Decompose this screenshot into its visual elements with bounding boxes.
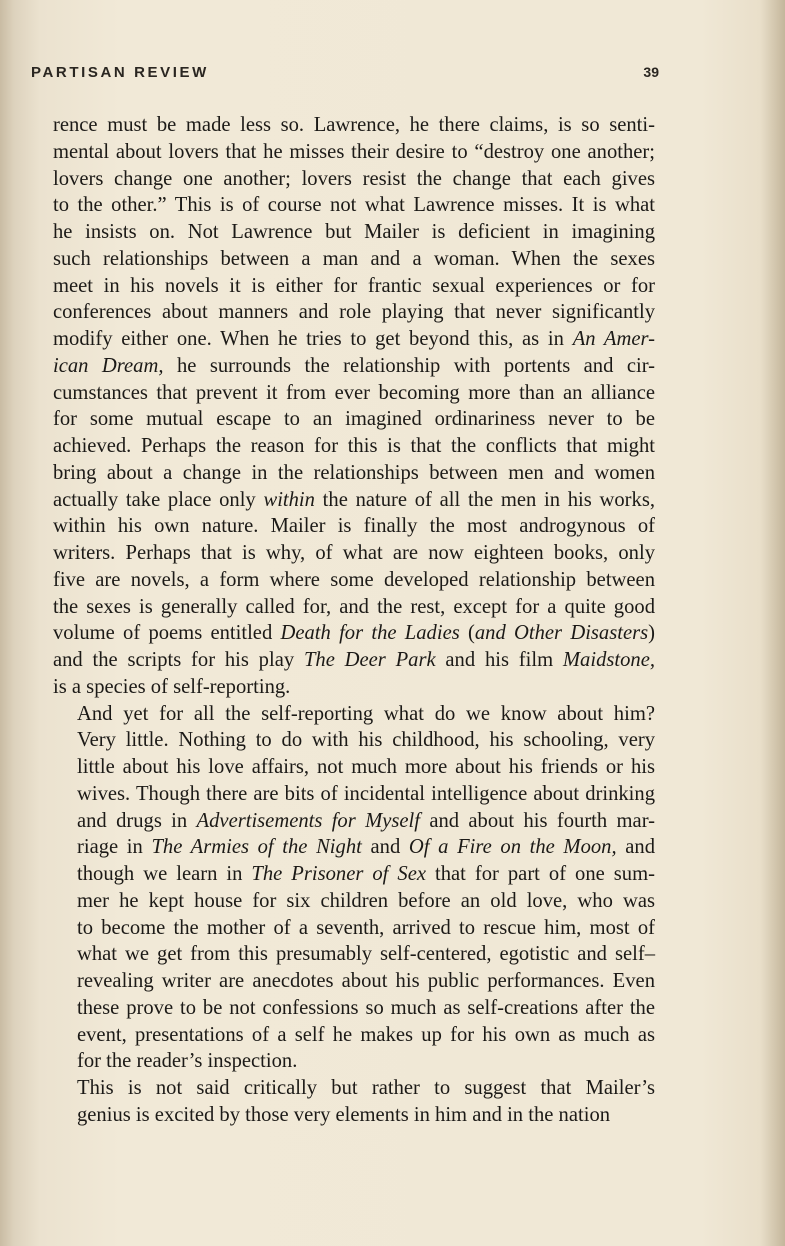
- text-run: and drugs in: [77, 809, 197, 832]
- text-line: [53, 1075, 655, 1102]
- text-line: [53, 594, 655, 621]
- text-line: [53, 192, 655, 219]
- text-run: actually take place only: [53, 488, 264, 511]
- text-line: [53, 727, 655, 754]
- text-run: event, presentations of a self he makes up for his own as much as: [77, 1023, 655, 1046]
- italic-title: Of a Fire on the Moon,: [408, 836, 617, 859]
- paragraph: [53, 112, 655, 701]
- text-line: [53, 620, 655, 647]
- text-run: for the reader’s inspection.: [77, 1050, 298, 1073]
- text-run: and: [361, 836, 409, 859]
- italic-title: and Other Disasters: [474, 622, 649, 645]
- text-line: [53, 781, 655, 808]
- paragraph: [53, 1075, 655, 1129]
- text-run: Very little. Nothing to do with his childhood, his schooling, very: [77, 729, 655, 752]
- text-line: [53, 139, 655, 166]
- text-run: five are novels, a form where some developed relationship between: [53, 568, 655, 591]
- italic-title: within: [263, 488, 315, 511]
- text-run: mer he kept house for six children before an old love, who was: [77, 889, 655, 912]
- italic-title: The Armies of the Night: [151, 836, 362, 859]
- text-run: rence must be made less so. Lawrence, he there claims, is so senti-: [53, 114, 655, 136]
- italic-title: An Amer-: [572, 328, 655, 350]
- text-run: though we learn in: [77, 863, 252, 885]
- text-run: bring about a change in the relationships between men and women: [53, 461, 655, 484]
- text-line: [53, 166, 655, 193]
- text-run: to become the mother of a seventh, arrived to rescue him, most of: [77, 916, 655, 939]
- text-line: [53, 567, 655, 594]
- page-header: [31, 64, 659, 86]
- text-run: and the scripts for his play: [53, 649, 304, 671]
- italic-title: ican Dream,: [53, 354, 164, 377]
- text-run: to the other.” This is of course not what Lawrence misses. It is what: [53, 194, 655, 217]
- text-run: such relationships between a man and a woman. When the sexes: [53, 247, 655, 270]
- text-line: [53, 246, 655, 273]
- running-head: PARTISAN REVIEW: [31, 64, 209, 81]
- text-line: [53, 219, 655, 246]
- text-run: the sexes is generally called for, and the rest, except for a quite good: [53, 595, 655, 618]
- text-line: [53, 995, 655, 1022]
- text-run: and: [616, 836, 656, 859]
- text-run: and his film: [435, 649, 563, 671]
- text-run: conferences about manners and role playing that never significantly: [53, 301, 655, 324]
- text-line: [53, 834, 655, 861]
- text-line: [53, 273, 655, 300]
- text-line: [53, 861, 655, 888]
- text-line: [53, 647, 655, 674]
- text-run: within his own nature. Mailer is finally the most androgynous of: [53, 515, 655, 538]
- text-run: This is not said critically but rather to suggest that Mailer’s: [77, 1077, 655, 1099]
- text-line: [53, 941, 655, 968]
- text-line: [53, 540, 655, 567]
- text-line: [53, 968, 655, 995]
- text-run: achieved. Perhaps the reason for this is that the conflicts that might: [53, 435, 655, 457]
- text-line: [53, 513, 655, 540]
- text-run: little about his love affairs, not much more about his friends or his: [77, 756, 655, 778]
- text-line: [53, 299, 655, 326]
- text-run: meet in his novels it is either for frantic sexual experiences or for: [53, 274, 655, 297]
- text-run: these prove to be not confessions so much as self-creations after the: [77, 996, 655, 1019]
- text-line: [53, 112, 655, 139]
- text-line: [53, 487, 655, 514]
- text-line: [53, 674, 655, 701]
- text-line: [53, 460, 655, 487]
- text-run: mental about lovers that he misses their desire to “destroy one another;: [53, 140, 655, 163]
- page-number: 39: [643, 64, 659, 80]
- text-run: the nature of all the men in his works,: [314, 488, 655, 511]
- text-line: [53, 915, 655, 942]
- text-run: is a species of self-reporting.: [53, 675, 291, 698]
- text-line: [53, 406, 655, 433]
- text-run: ): [648, 622, 655, 645]
- text-run: writers. Perhaps that is why, of what are now eighteen books, only: [53, 542, 655, 564]
- text-line: [53, 380, 655, 407]
- text-run: wives. Though there are bits of incidental intelligence about drinking: [77, 782, 655, 805]
- text-run: And yet for all the self-reporting what do we know about him?: [77, 702, 655, 725]
- text-run: modify either one. When he tries to get beyond this, as in: [53, 328, 573, 350]
- text-run: cumstances that prevent it from ever becoming more than an alliance: [53, 381, 655, 404]
- text-run: and about his fourth mar-: [419, 809, 655, 832]
- italic-title: The Prisoner of Sex: [251, 863, 426, 885]
- text-run: that for part of one sum-: [425, 863, 655, 885]
- text-line: [53, 1102, 655, 1129]
- text-line: [53, 701, 655, 728]
- italic-title: Advertisements for Myself: [196, 809, 420, 832]
- italic-title: Maidstone,: [562, 649, 655, 671]
- body-text: [53, 112, 655, 1129]
- paragraph: [53, 701, 655, 1076]
- text-run: what we get from this presumably self-centered, egotistic and self–: [77, 943, 655, 966]
- text-run: he surrounds the relationship with portents and cir-: [163, 354, 656, 377]
- text-line: [53, 1048, 655, 1075]
- text-run: riage in: [77, 836, 152, 859]
- italic-title: The Deer Park: [303, 649, 436, 671]
- text-run: for some mutual escape to an imagined ordinariness never to be: [53, 408, 655, 431]
- text-line: [53, 1022, 655, 1049]
- italic-title: Death for the Ladies: [280, 622, 460, 645]
- text-run: revealing writer are anecdotes about his public performances. Even: [77, 970, 655, 992]
- text-line: [53, 353, 655, 380]
- text-line: [53, 754, 655, 781]
- text-run: genius is excited by those very elements in him and in the nation: [77, 1103, 611, 1126]
- text-run: lovers change one another; lovers resist the change that each gives: [53, 167, 655, 190]
- text-line: [53, 326, 655, 353]
- text-run: (: [459, 622, 475, 645]
- text-line: [53, 808, 655, 835]
- text-line: [53, 433, 655, 460]
- text-run: he insists on. Not Lawrence but Mailer is deficient in imagining: [53, 221, 655, 243]
- text-run: volume of poems entitled: [53, 622, 281, 645]
- text-line: [53, 888, 655, 915]
